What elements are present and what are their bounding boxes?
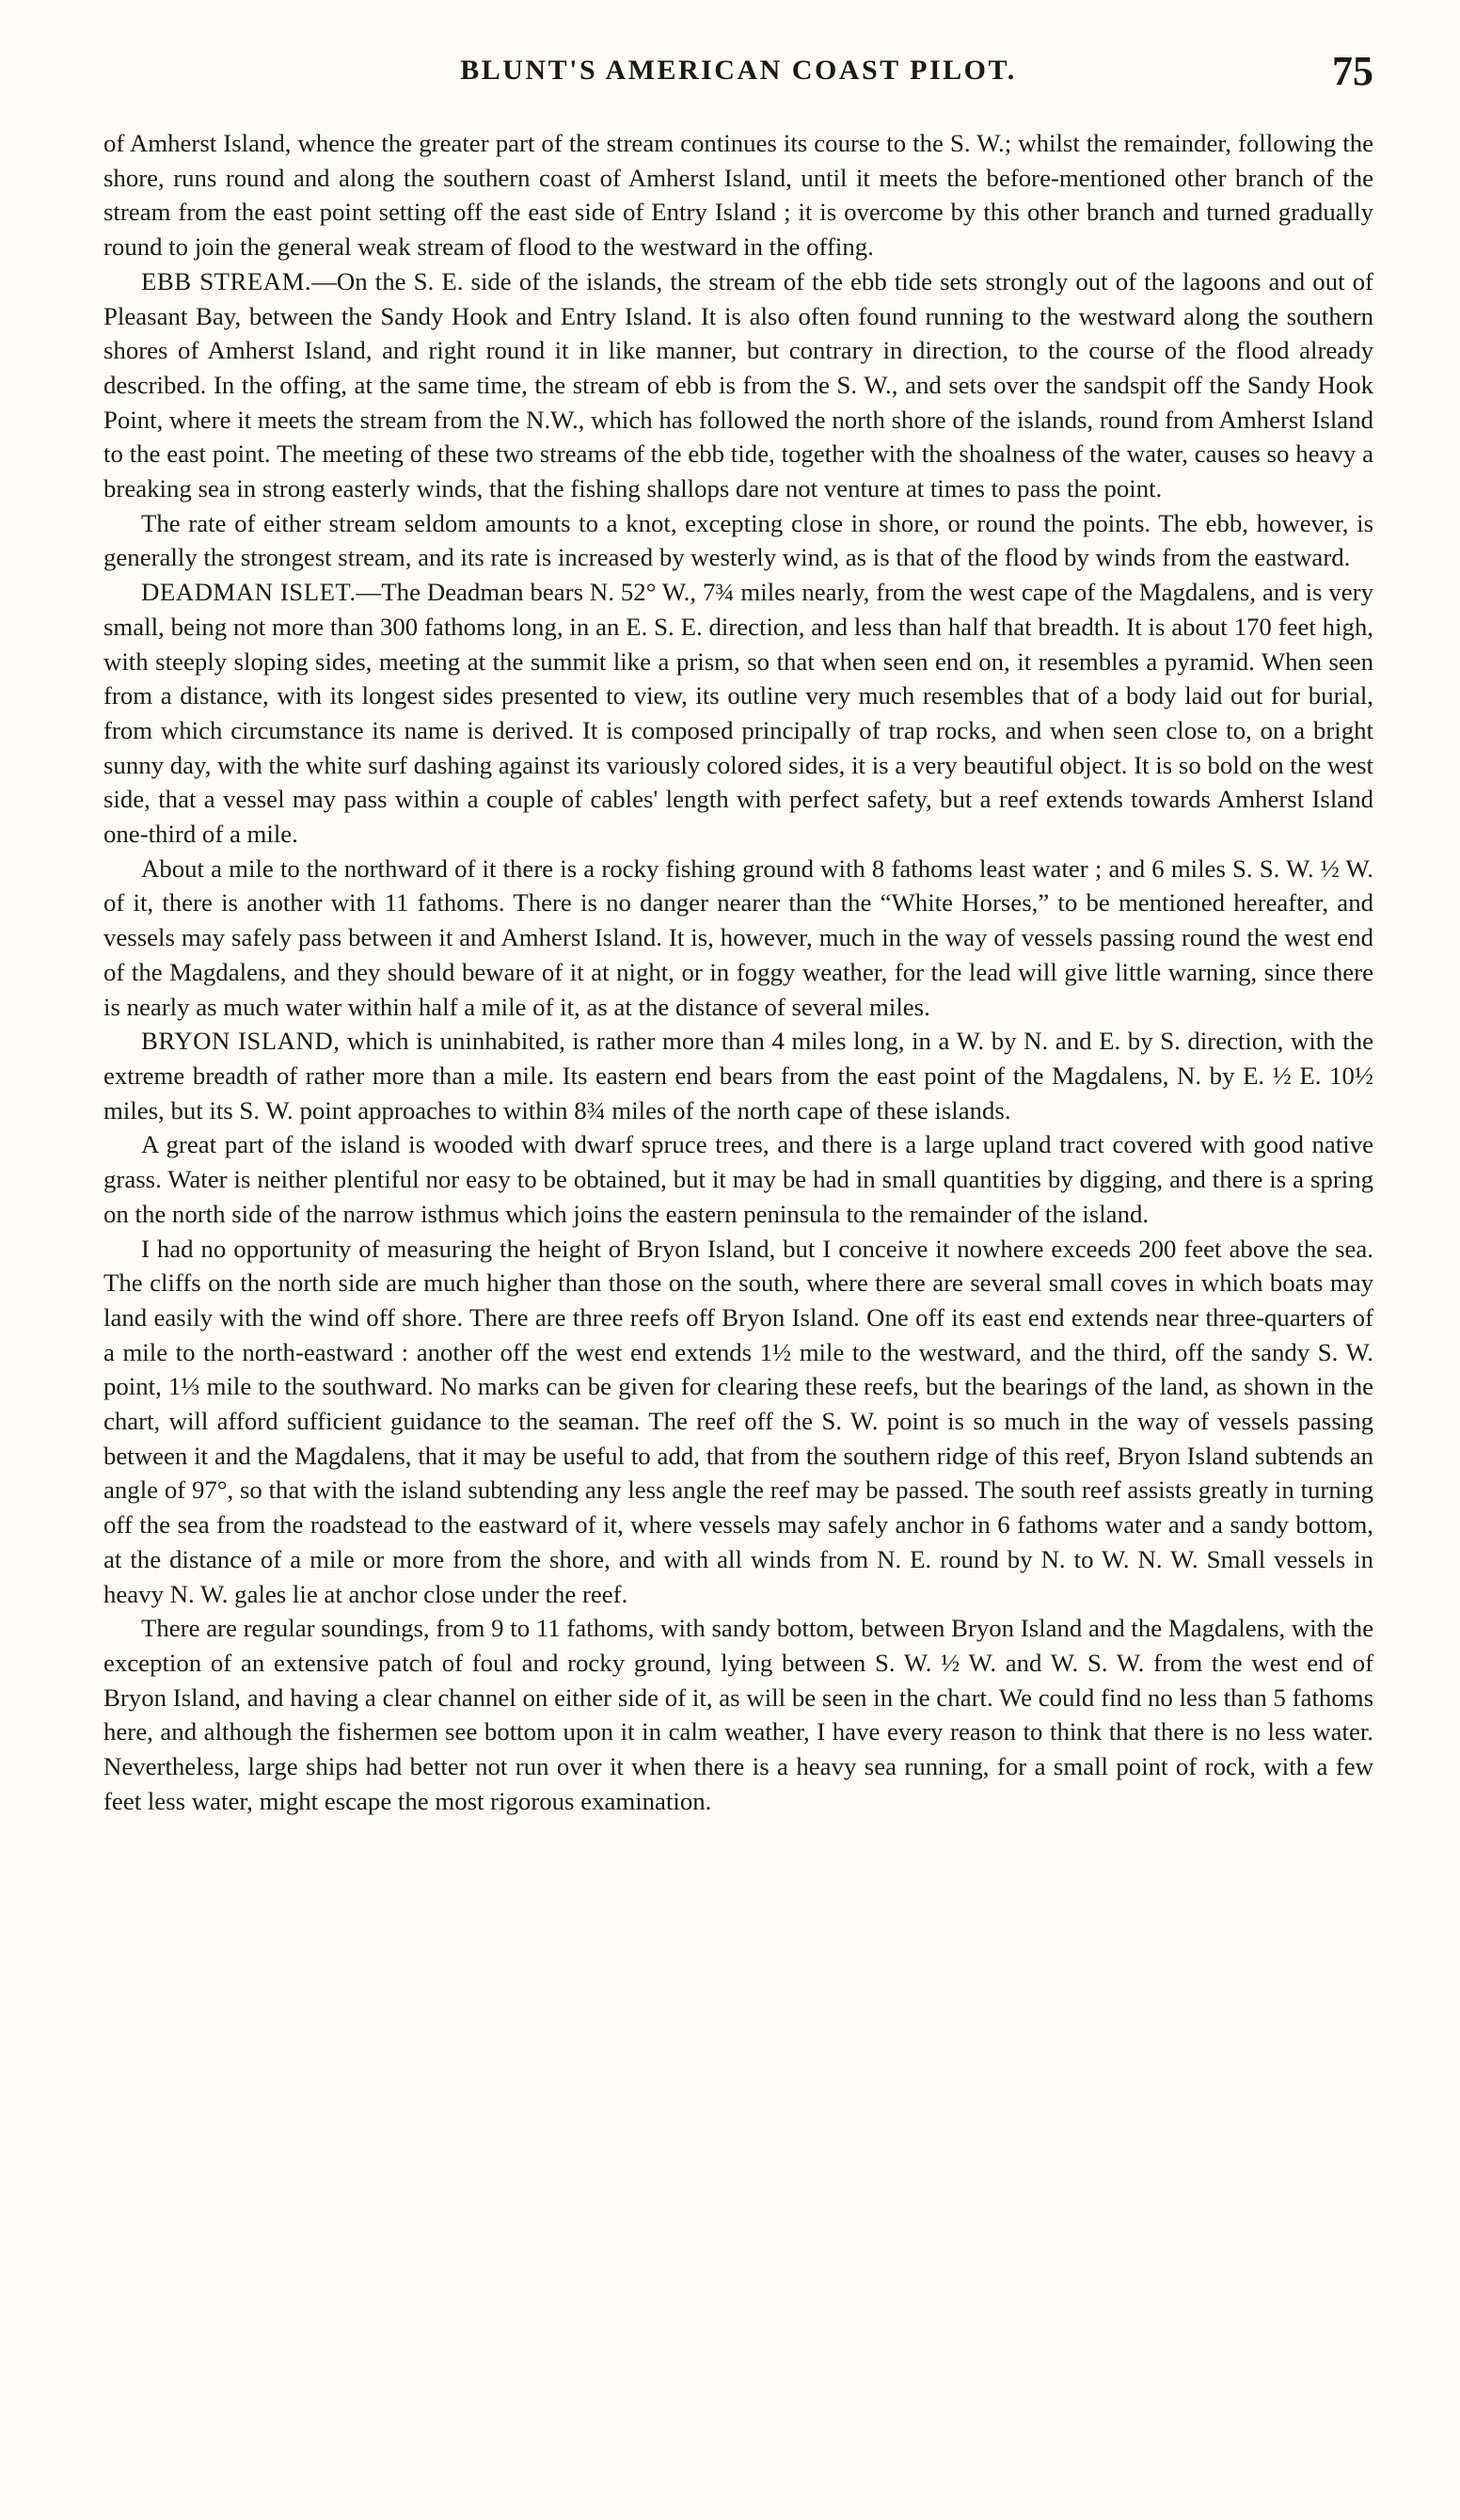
- paragraph: [103, 126, 1373, 264]
- section-heading-bryon-island: BRYON ISLAND,: [141, 1027, 341, 1056]
- paragraph: [103, 1024, 1373, 1127]
- page-number: 75: [1332, 48, 1373, 94]
- paragraph: [103, 1127, 1373, 1231]
- paragraph: [103, 264, 1373, 506]
- document-page: [103, 47, 1373, 2494]
- paragraph-text: —The Deadman bears N. 52° W., 7¾ miles nearly, from the west cape of the Magdalens, and is very small, being not more than 300 fathoms long, in an E. S. E. direction, and less than half that breadth. It is about 170 feet high, with steeply sloping sides, meeting at the summit like a prism, so that when seen end on, it resembles a pyramid. When seen from a distance, with its longest sides presented to view, its outline very much resembles that of a body laid out for burial, from which circumstance its name is derived. It is composed principally of trap rocks, and when seen close to, on a bright sunny day, with the white surf dashing against its variously colored sides, it is a very beautiful object. It is so bold on the west side, that a vessel may pass within a couple of cables' length with perfect safety, but a reef extends towards Amherst Island one-third of a mile.: [103, 578, 1373, 849]
- paragraph-text: —On the S. E. side of the islands, the stream of the ebb tide sets strongly out of the lagoons and out of Pleasant Bay, between the Sandy Hook and Entry Island. It is also often found running to the westward along the southern shores of Amherst Island, and right round it in like manner, but contrary in direction, to the course of the flood already described. In the offing, at the same time, the stream of ebb is from the S. W., and sets over the sandspit off the Sandy Hook Point, where it meets the stream from the N.W., which has followed the north shore of the islands, round from Amherst Island to the east point. The meeting of these two streams of the ebb tide, together with the shoalness of the water, causes so heavy a breaking sea in strong easterly winds, that the fishing shallops dare not venture at times to pass the point.: [103, 266, 1373, 503]
- paragraph-text: I had no opportunity of measuring the height of Bryon Island, but I conceive it nowhere exceeds 200 feet above the sea. The cliffs on the north side are much higher than those on the south, where there are several small coves in which boats may land easily with the wind off shore. There are three reefs off Bryon Island. One off its east end extends near three-quarters of a mile to the north-eastward : another off the west end extends 1½ mile to the westward, and the third, off the sandy S. W. point, 1⅓ mile to the southward. No marks can be given for clearing these reefs, but the bearings of the land, as shown in the chart, will afford sufficient guidance to the seaman. The reef off the S. W. point is so much in the way of vessels passing between it and the Magdalens, that it may be useful to add, that from the southern ridge of this reef, Bryon Island subtends an angle of 97°, so that with the island subtending any less angle the reef may be passed. The south reef assists greatly in turning off the sea from the roadstead to the eastward of it, where vessels may safely anchor in 6 fathoms water and a sandy bottom, at the distance of a mile or more from the shore, and with all winds from N. E. round by N. to W. N. W. Small vessels in heavy N. W. gales lie at anchor close under the reef.: [103, 1234, 1373, 1608]
- section-heading-deadman-islet: DEADMAN ISLET.: [141, 578, 357, 607]
- paragraph: [103, 506, 1373, 575]
- paragraph-text: of Amherst Island, whence the greater part of the stream continues its course to the S. W.; whilst the remainder, following the shore, runs round and along the southern coast of Amherst Island, until it meets the before-mentioned other branch of the stream from the east point setting off the east side of Entry Island ; it is overcome by this other branch and turned gradually round to join the general weak stream of flood to the westward in the offing.: [103, 129, 1373, 262]
- body-text: [103, 126, 1373, 1818]
- paragraph: [103, 575, 1373, 852]
- running-head: BLUNT'S AMERICAN COAST PILOT.: [460, 55, 1017, 86]
- paragraph-text: which is uninhabited, is rather more than 4 miles long, in a W. by N. and E. by S. direction, with the extreme breadth of rather more than a mile. Its eastern end bears from the east point of the Magdalens, N. by E. ½ E. 10½ miles, but its S. W. point approaches to within 8¾ miles of the north cape of these islands.: [103, 1027, 1373, 1124]
- paragraph-text: The rate of either stream seldom amounts to a knot, excepting close in shore, or round the points. The ebb, however, is generally the strongest stream, and its rate is increased by westerly wind, as is that of the flood by winds from the eastward.: [103, 508, 1373, 572]
- paragraph-text: About a mile to the northward of it there is a rocky fishing ground with 8 fathoms least water ; and 6 miles S. S. W. ½ W. of it, there is another with 11 fathoms. There is no danger nearer than the “White Horses,” to be mentioned hereafter, and vessels may safely pass between it and Amherst Island. It is, however, much in the way of vessels passing round the west end of the Magdalens, and they should beware of it at night, or in foggy weather, for the lead will give little warning, since there is nearly as much water within half a mile of it, as at the distance of several miles.: [103, 853, 1373, 1021]
- section-heading-ebb-stream: EBB STREAM.: [141, 266, 312, 295]
- paragraph-text: There are regular soundings, from 9 to 11 fathoms, with sandy bottom, between Bryon Island and the Magdalens, with the exception of an extensive patch of foul and rocky ground, lying between S. W. ½ W. and W. S. W. from the west end of Bryon Island, and having a clear channel on either side of it, as will be seen in the chart. We could find no less than 5 fathoms here, and although the fishermen see bottom upon it in calm weather, I have every reason to think that there is no less water. Nevertheless, large ships had better not run over it when there is a heavy sea running, for a small point of rock, with a few feet less water, might escape the most rigorous examination.: [103, 1614, 1373, 1815]
- page-header: [103, 47, 1373, 105]
- paragraph: [103, 852, 1373, 1025]
- paragraph: [103, 1232, 1373, 1612]
- paragraph: [103, 1611, 1373, 1818]
- paragraph-text: A great part of the island is wooded with dwarf spruce trees, and there is a large upland tract covered with good native grass. Water is neither plentiful nor easy to be obtained, but it may be had in small quantities by digging, and there is a spring on the north side of the narrow isthmus which joins the eastern peninsula to the remainder of the island.: [103, 1130, 1373, 1228]
